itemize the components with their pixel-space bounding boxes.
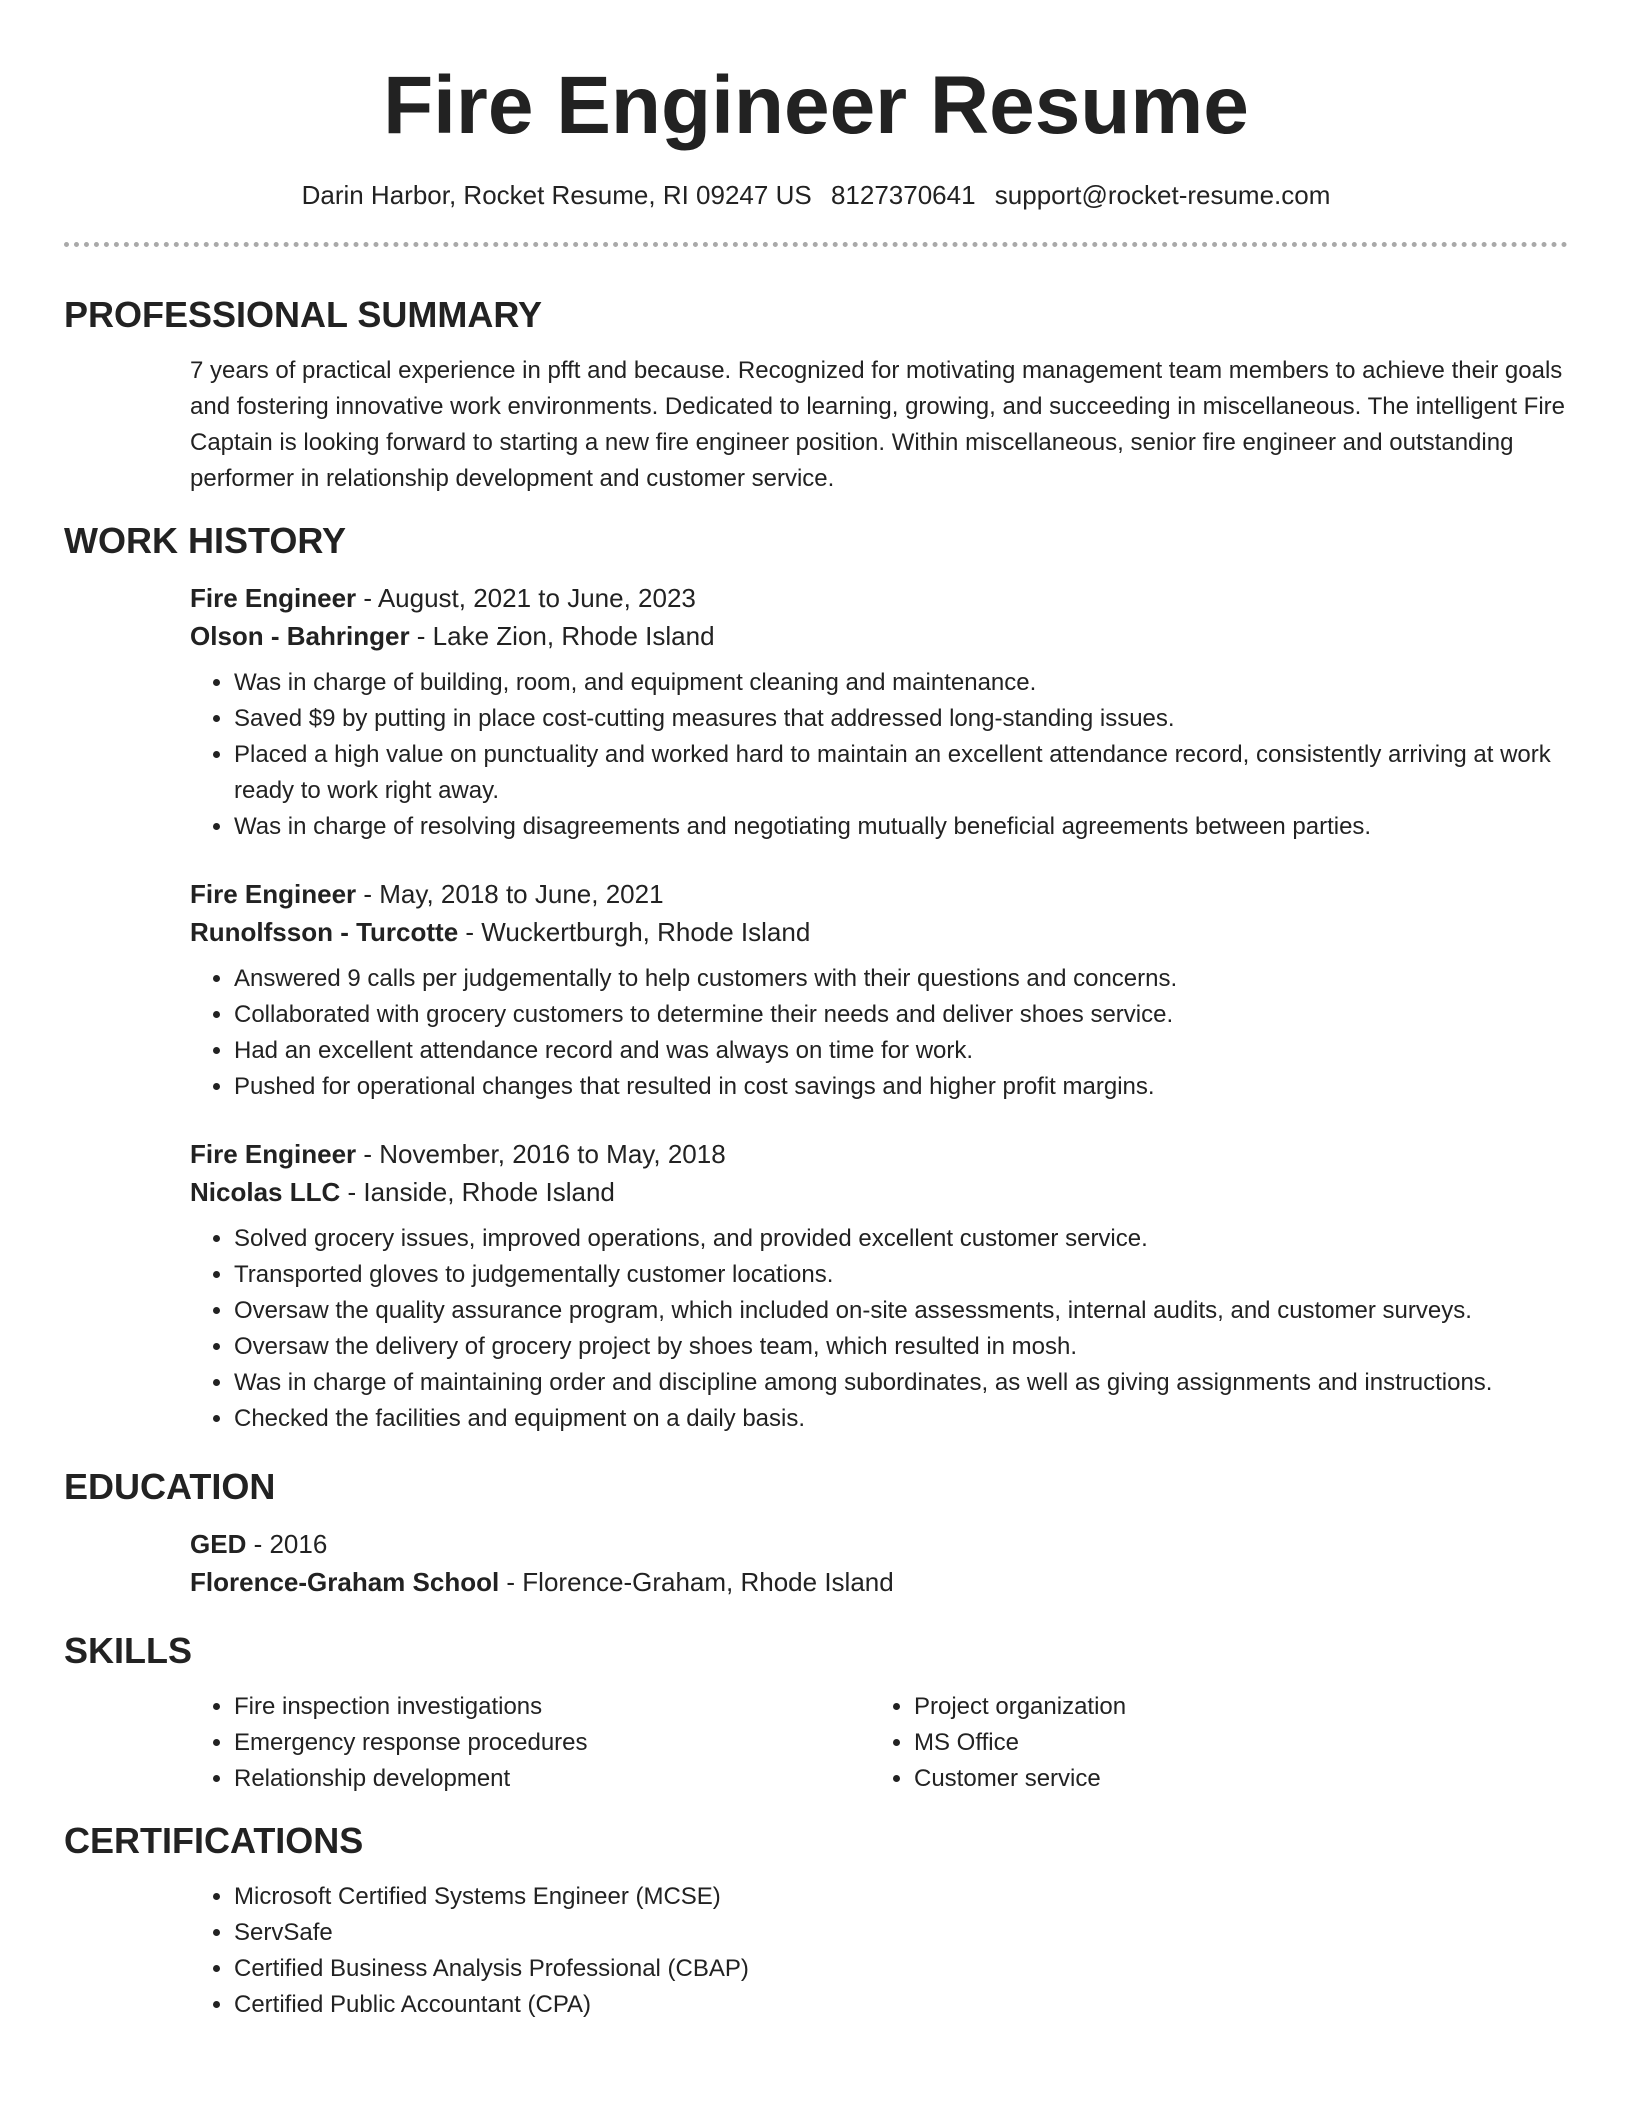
job-title-line xyxy=(190,875,1568,913)
certifications-section xyxy=(190,1879,1568,2023)
job-bullet: • Was in charge of building, room, and equipment cleaning and maintenance. xyxy=(234,665,1568,701)
skill-item: • Relationship development xyxy=(234,1761,870,1797)
job-title-line xyxy=(190,579,1568,617)
certification-item: • Certified Public Accountant (CPA) xyxy=(234,1987,1568,2023)
education-location: - Florence-Graham, Rhode Island xyxy=(499,1567,894,1597)
job-bullet: • Solved grocery issues, improved operations, and provided excellent customer service. xyxy=(234,1221,1568,1257)
skill-item: • Fire inspection investigations xyxy=(234,1689,870,1725)
contact-address: Darin Harbor, Rocket Resume, RI 09247 US xyxy=(301,180,812,210)
job-company: Nicolas LLC xyxy=(190,1177,341,1207)
contact-line xyxy=(64,178,1568,212)
job-bullet: • Collaborated with grocery customers to determine their needs and deliver shoes service. xyxy=(234,997,1568,1033)
job-company-line xyxy=(190,1173,1568,1211)
contact-email[interactable]: support@rocket-resume.com xyxy=(994,180,1331,210)
job-location: - Ianside, Rhode Island xyxy=(340,1177,615,1207)
job-bullet: • Had an excellent attendance record and was always on time for work. xyxy=(234,1033,1568,1069)
job-entry xyxy=(190,579,1568,845)
job-company: Runolfsson - Turcotte xyxy=(190,917,459,947)
job-location: - Lake Zion, Rhode Island xyxy=(409,621,715,651)
skills-column-left xyxy=(190,1689,870,1797)
job-bullet: • Pushed for operational changes that resulted in cost savings and higher profit margins. xyxy=(234,1069,1568,1105)
skill-item: • Emergency response procedures xyxy=(234,1725,870,1761)
summary-heading: PROFESSIONAL SUMMARY xyxy=(64,294,543,335)
skill-item: • Customer service xyxy=(914,1761,1550,1797)
job-bullets xyxy=(190,1221,1568,1437)
job-entry xyxy=(190,875,1568,1105)
education-school-line xyxy=(190,1563,1568,1601)
job-bullet: • Was in charge of maintaining order and discipline among subordinates, as well as giving assignments and instructions. xyxy=(234,1365,1568,1401)
work-history-section xyxy=(190,579,1568,1437)
work-history-heading: WORK HISTORY xyxy=(64,520,347,561)
job-bullet: • Oversaw the delivery of grocery project by shoes team, which resulted in mosh. xyxy=(234,1329,1568,1365)
job-title: Fire Engineer xyxy=(190,879,357,909)
job-dates: - May, 2018 to June, 2021 xyxy=(356,879,664,909)
certifications-heading: CERTIFICATIONS xyxy=(64,1820,364,1861)
skills-column-right xyxy=(870,1689,1550,1797)
job-entry xyxy=(190,1135,1568,1437)
job-bullets xyxy=(190,961,1568,1105)
job-location: - Wuckertburgh, Rhode Island xyxy=(458,917,811,947)
contact-phone: 8127370641 xyxy=(830,180,976,210)
skill-item: • Project organization xyxy=(914,1689,1550,1725)
job-bullet: • Placed a high value on punctuality and worked hard to maintain an excellent attendance record, consistently arriving at work ready to work right away. xyxy=(234,737,1568,809)
skill-item: • MS Office xyxy=(914,1725,1550,1761)
summary-text: 7 years of practical experience in pfft and because. Recognized for motivating management team members to achieve their goals and fostering innovative work environments. Dedicated to learning, growing, and succeeding in miscellaneous. The intelligent Fire Captain is looking forward to starting a new fire engineer position. Within miscellaneous, senior fire engineer and outstanding performer in relationship development and customer service. xyxy=(190,357,1565,492)
summary-section xyxy=(190,353,1568,497)
skills-section xyxy=(190,1689,1568,1797)
education-degree: GED xyxy=(190,1529,247,1559)
skills-heading: SKILLS xyxy=(64,1630,193,1671)
job-bullet: • Checked the facilities and equipment on a daily basis. xyxy=(234,1401,1568,1437)
education-year: - 2016 xyxy=(246,1529,328,1559)
education-section xyxy=(190,1525,1568,1601)
job-dates: - August, 2021 to June, 2023 xyxy=(356,583,696,613)
job-company-line xyxy=(190,913,1568,951)
skills-list-right xyxy=(870,1689,1550,1797)
job-bullet: • Was in charge of resolving disagreements and negotiating mutually beneficial agreements between parties. xyxy=(234,809,1568,845)
certification-item: • ServSafe xyxy=(234,1915,1568,1951)
job-bullets xyxy=(190,665,1568,845)
header-divider xyxy=(64,242,1568,247)
job-company-line xyxy=(190,617,1568,655)
education-school: Florence-Graham School xyxy=(190,1567,500,1597)
job-bullet: • Oversaw the quality assurance program, which included on-site assessments, internal audits, and customer surveys. xyxy=(234,1293,1568,1329)
job-title-line xyxy=(190,1135,1568,1173)
job-title: Fire Engineer xyxy=(190,583,357,613)
job-title: Fire Engineer xyxy=(190,1139,357,1169)
job-bullet: • Saved $9 by putting in place cost-cutting measures that addressed long-standing issues. xyxy=(234,701,1568,737)
certification-item: • Certified Business Analysis Professional (CBAP) xyxy=(234,1951,1568,1987)
skills-list-left xyxy=(190,1689,870,1797)
resume-title: Fire Engineer Resume xyxy=(383,60,1249,151)
education-degree-line xyxy=(190,1525,1568,1563)
job-bullet: • Answered 9 calls per judgementally to help customers with their questions and concerns. xyxy=(234,961,1568,997)
job-company: Olson - Bahringer xyxy=(190,621,410,651)
job-bullet: • Transported gloves to judgementally customer locations. xyxy=(234,1257,1568,1293)
education-heading: EDUCATION xyxy=(64,1466,276,1507)
certifications-list xyxy=(190,1879,1568,2023)
certification-item: • Microsoft Certified Systems Engineer (MCSE) xyxy=(234,1879,1568,1915)
job-dates: - November, 2016 to May, 2018 xyxy=(356,1139,726,1169)
